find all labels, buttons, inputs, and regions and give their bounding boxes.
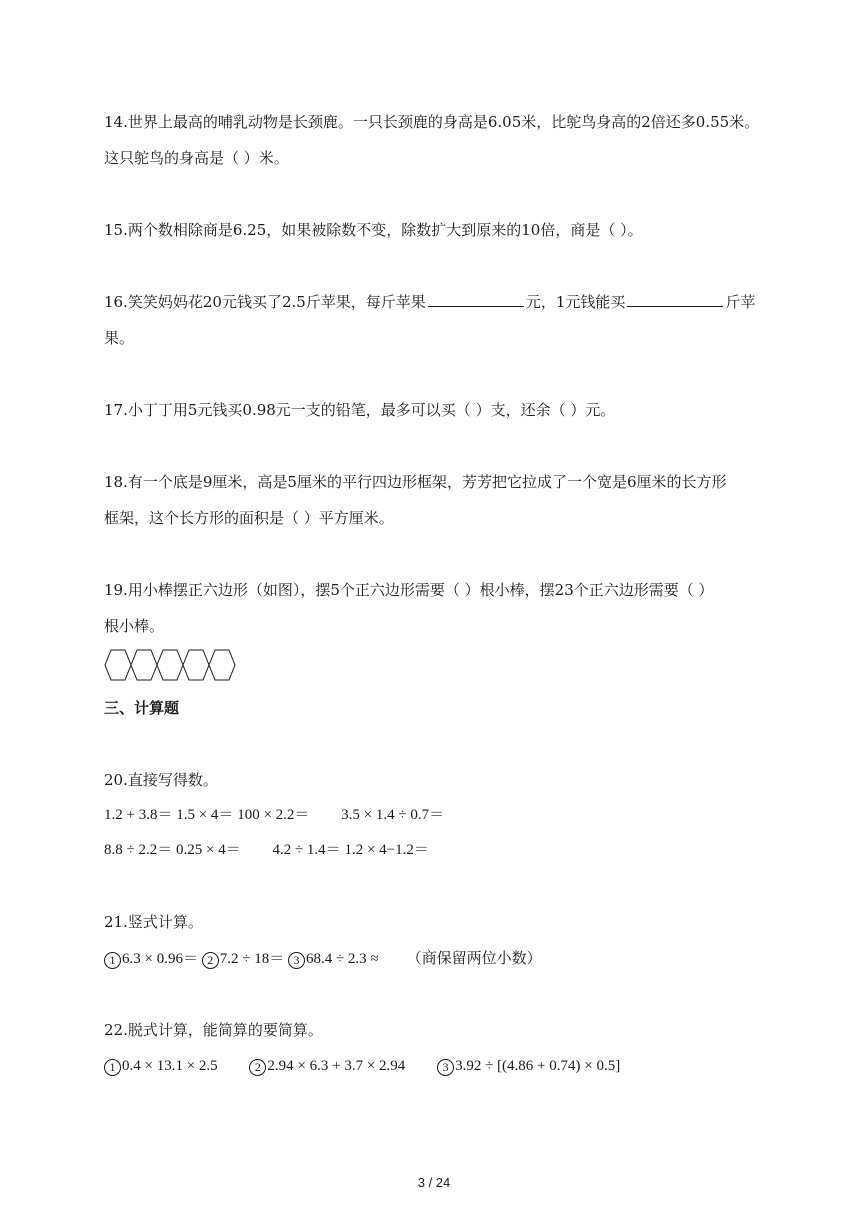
q16-part-a: 16.笑笑妈妈花20元钱买了2.5斤苹果，每斤苹果: [104, 293, 426, 311]
q20-title: 20.直接写得数。: [104, 771, 218, 789]
q20-row2-item: 0.25 × 4＝: [175, 842, 241, 858]
page-number: 3 / 24: [417, 1175, 451, 1190]
q16-part-b: 元，1元钱能买: [525, 293, 626, 311]
q20-row2-item: 8.8 ÷ 2.2＝: [104, 842, 173, 858]
q15-line1: 15.两个数相除商是6.25，如果被除数不变，除数扩大到原来的10倍，商是（ ）。: [104, 221, 643, 239]
number-marker-3: 3: [437, 1059, 454, 1076]
number-marker-1: 1: [104, 952, 121, 969]
q22-item: 3.92 ÷ [(4.86 + 0.74) × 0.5]: [455, 1058, 621, 1074]
q19-line1: 19.用小棒摆正六边形（如图），摆5个正六边形需要（ ）根小棒，摆23个正六边形需要（ ）: [104, 581, 714, 599]
number-marker-2: 2: [202, 952, 219, 969]
hexagon: [183, 650, 209, 680]
q16-part-c: 斤苹: [725, 293, 756, 311]
q21-item: 6.3 × 0.96＝: [122, 951, 198, 967]
q20-row1-item: 100 × 2.2＝: [237, 807, 310, 823]
hexagon-figure: [104, 648, 244, 682]
q20-row2-item: 4.2 ÷ 1.4＝: [272, 842, 341, 858]
q21-items: [104, 948, 542, 969]
q20-row1-item: 3.5 × 1.4 ÷ 0.7＝: [341, 807, 445, 823]
q22-item: 0.4 × 13.1 × 2.5: [122, 1058, 218, 1074]
q21-title: 21.竖式计算。: [104, 913, 203, 931]
q16-blank-2[interactable]: [627, 292, 723, 307]
number-marker-1: 1: [104, 1059, 121, 1076]
q16-line2: 果。: [104, 329, 135, 347]
q14-line1: 14.世界上最高的哺乳动物是长颈鹿。一只长颈鹿的身高是6.05米，比鸵鸟身高的2倍还多0.55米。: [104, 113, 760, 131]
q18-line2: 框架，这个长方形的面积是（ ）平方厘米。: [104, 509, 394, 527]
q14-line2: 这只鸵鸟的身高是（ ）米。: [104, 149, 289, 167]
q20-row2-item: 1.2 × 4−1.2＝: [344, 842, 429, 858]
q18-line1: 18.有一个底是9厘米，高是5厘米的平行四边形框架，芳芳把它拉成了一个宽是6厘米的长方形: [104, 473, 727, 491]
q20-row1: [104, 805, 444, 825]
q22-title: 22.脱式计算，能简算的要简算。: [104, 1021, 323, 1039]
q21-item: 68.4 ÷ 2.3 ≈: [305, 951, 379, 967]
q20-row1-item: 1.5 × 4＝: [176, 807, 234, 823]
q22-items: [104, 1056, 620, 1076]
number-marker-3: 3: [288, 952, 305, 969]
section-title: 三、计算题: [104, 699, 180, 717]
number-marker-2: 2: [249, 1059, 266, 1076]
q20-row2: [104, 840, 429, 860]
q20-row1-item: 1.2 + 3.8＝: [104, 807, 173, 823]
q16-blank-1[interactable]: [428, 292, 524, 307]
q21-note: （商保留两位小数）: [406, 949, 542, 967]
q21-item: 7.2 ÷ 18＝: [219, 951, 285, 967]
q19-line2: 根小棒。: [104, 617, 165, 635]
q17-line1: 17.小丁丁用5元钱买0.98元一支的铅笔，最多可以买（ ）支，还余（ ）元。: [104, 401, 616, 419]
q22-item: 2.94 × 6.3 + 3.7 × 2.94: [267, 1058, 406, 1074]
hexagon: [209, 650, 235, 680]
hexagon: [105, 650, 131, 680]
q16-line1: [104, 292, 755, 312]
hexagon: [131, 650, 157, 680]
hexagon: [157, 650, 183, 680]
